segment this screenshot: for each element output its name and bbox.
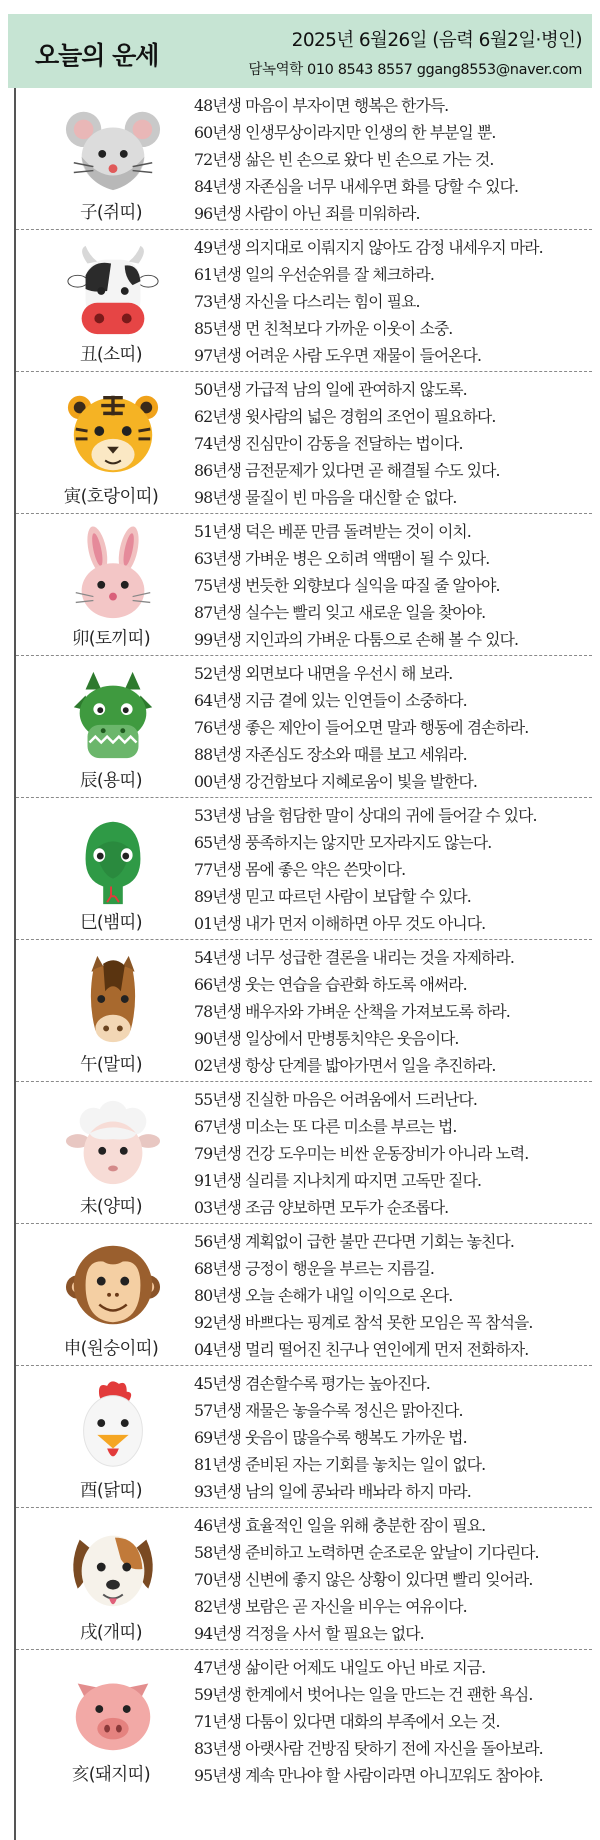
zodiac-row-ox [16, 230, 592, 372]
fortune-line: 74년생 진심만이 감동을 전달하는 법이다. [194, 434, 463, 453]
fortune-line: 98년생 물질이 빈 마음을 대신할 순 없다. [194, 488, 457, 507]
fortune-line: 86년생 금전문제가 있다면 곧 해결될 수도 있다. [194, 461, 500, 480]
rabbit-icon [64, 526, 162, 624]
header-banner [8, 14, 592, 88]
horse-icon [64, 952, 162, 1050]
zodiac-row-monkey [16, 1224, 592, 1366]
fortune-line: 58년생 준비하고 노력하면 순조로운 앞날이 기다린다. [194, 1543, 539, 1562]
header-date: 2025년 6월26일 (음력 6월2일·병인) [291, 30, 582, 51]
fortune-list [194, 660, 528, 795]
fortune-line: 59년생 한계에서 벗어나는 일을 만드는 건 괜한 욕심. [194, 1685, 533, 1704]
fortune-line: 52년생 외면보다 내면을 우선시 해 보라. [194, 664, 453, 683]
zodiac-label: 未(양띠) [80, 1197, 142, 1217]
fortune-line: 62년생 윗사람의 넓은 경험의 조언이 필요하다. [194, 407, 496, 426]
fortune-line: 95년생 계속 만나야 할 사람이라면 아니꼬워도 참아야. [194, 1766, 543, 1785]
zodiac-label: 寅(호랑이띠) [63, 487, 159, 507]
fortune-line: 61년생 일의 우선순위를 잘 체크하라. [194, 265, 434, 284]
fortune-list [194, 1370, 485, 1505]
fortune-line: 81년생 준비된 자는 기회를 놓치는 일이 없다. [194, 1455, 486, 1474]
fortune-line: 94년생 걱정을 사서 할 필요는 없다. [194, 1624, 424, 1643]
zodiac-row-tiger [16, 372, 592, 514]
monkey-icon [64, 1236, 162, 1334]
fortune-line: 50년생 가급적 남의 일에 관여하지 않도록. [194, 380, 467, 399]
zodiac-label: 巳(뱀띠) [80, 913, 142, 933]
zodiac-list [16, 88, 592, 1802]
fortune-list [194, 1654, 543, 1789]
fortune-line: 51년생 덕은 베푼 만큼 돌려받는 것이 이치. [194, 522, 471, 541]
fortune-list [194, 1228, 532, 1363]
fortune-line: 96년생 사람이 아닌 죄를 미워하라. [194, 204, 420, 223]
fortune-line: 53년생 남을 험담한 말이 상대의 귀에 들어갈 수 있다. [194, 806, 537, 825]
sheep-icon [64, 1094, 162, 1192]
fortune-line: 01년생 내가 먼저 이해하면 아무 것도 아니다. [194, 914, 486, 933]
fortune-line: 78년생 배우자와 가벼운 산책을 가져보도록 하라. [194, 1002, 510, 1021]
snake-icon [64, 810, 162, 908]
fortune-line: 63년생 가벼운 병은 오히려 액땜이 될 수 있다. [194, 549, 490, 568]
ox-icon [64, 242, 162, 340]
fortune-list [194, 234, 543, 369]
fortune-list [194, 1086, 528, 1221]
fortune-line: 85년생 먼 친척보다 가까운 이웃이 소중. [194, 319, 453, 338]
fortune-line: 77년생 몸에 좋은 약은 쓴맛이다. [194, 860, 406, 879]
fortune-line: 87년생 실수는 빨리 잊고 새로운 일을 찾아야. [194, 603, 486, 622]
fortune-line: 04년생 멀리 떨어진 친구나 연인에게 먼저 전화하자. [194, 1340, 529, 1359]
zodiac-row-sheep [16, 1082, 592, 1224]
fortune-line: 57년생 재물은 놓을수록 정신은 맑아진다. [194, 1401, 463, 1420]
fortune-list [194, 1512, 539, 1647]
zodiac-row-dog [16, 1508, 592, 1650]
zodiac-label: 辰(용띠) [80, 771, 142, 791]
fortune-list [194, 92, 518, 227]
zodiac-label: 戌(개띠) [80, 1623, 142, 1643]
fortune-line: 56년생 계획없이 급한 불만 끈다면 기회는 놓친다. [194, 1232, 514, 1251]
zodiac-label: 申(원숭이띠) [63, 1339, 159, 1359]
fortune-line: 70년생 신변에 좋지 않은 상황이 있다면 빨리 잊어라. [194, 1570, 533, 1589]
fortune-line: 72년생 삶은 빈 손으로 왔다 빈 손으로 가는 것. [194, 150, 494, 169]
fortune-list [194, 376, 500, 511]
zodiac-label: 酉(닭띠) [80, 1481, 142, 1501]
fortune-line: 93년생 남의 일에 콩놔라 배놔라 하지 마라. [194, 1482, 471, 1501]
fortune-line: 46년생 효율적인 일을 위해 충분한 잠이 필요. [194, 1516, 486, 1535]
fortune-line: 91년생 실리를 지나치게 따지면 고독만 짙다. [194, 1171, 482, 1190]
tiger-icon [64, 384, 162, 482]
zodiac-label: 卯(토끼띠) [71, 629, 151, 649]
fortune-line: 69년생 웃음이 많을수록 행복도 가까운 법. [194, 1428, 467, 1447]
rat-icon [64, 100, 162, 198]
fortune-line: 54년생 너무 성급한 결론을 내리는 것을 자제하라. [194, 948, 514, 967]
fortune-line: 64년생 지금 곁에 있는 인연들이 소중하다. [194, 691, 467, 710]
rooster-icon [64, 1378, 162, 1476]
fortune-line: 82년생 보람은 곧 자신을 비우는 여유이다. [194, 1597, 467, 1616]
page-title: 오늘의 운세 [35, 41, 159, 70]
fortune-line: 67년생 미소는 또 다른 미소를 부르는 법. [194, 1117, 457, 1136]
fortune-line: 89년생 믿고 따르던 사람이 보답할 수 있다. [194, 887, 471, 906]
fortune-list [194, 944, 514, 1079]
fortune-line: 79년생 건강 도우미는 비싼 운동장비가 아니라 노력. [194, 1144, 529, 1163]
fortune-line: 48년생 마음이 부자이면 행복은 한가득. [194, 96, 449, 115]
dragon-icon [64, 668, 162, 766]
fortune-line: 76년생 좋은 제안이 들어오면 말과 행동에 겸손하라. [194, 718, 529, 737]
zodiac-label: 亥(돼지띠) [71, 1765, 151, 1785]
fortune-line: 49년생 의지대로 이뤄지지 않아도 감정 내세우지 마라. [194, 238, 543, 257]
fortune-line: 55년생 진실한 마음은 어려움에서 드러난다. [194, 1090, 478, 1109]
fortune-list [194, 802, 537, 937]
fortune-line: 90년생 일상에서 만병통치약은 웃음이다. [194, 1029, 459, 1048]
zodiac-label: 丑(소띠) [80, 345, 142, 365]
fortune-line: 80년생 오늘 손해가 내일 이익으로 온다. [194, 1286, 453, 1305]
fortune-line: 66년생 웃는 연습을 습관화 하도록 애써라. [194, 975, 467, 994]
fortune-line: 00년생 강건함보다 지혜로움이 빛을 발한다. [194, 772, 478, 791]
fortune-line: 60년생 인생무상이라지만 인생의 한 부분일 뿐. [194, 123, 496, 142]
fortune-line: 73년생 자신을 다스리는 힘이 필요. [194, 292, 420, 311]
zodiac-label: 午(말띠) [80, 1055, 142, 1075]
zodiac-row-dragon [16, 656, 592, 798]
fortune-line: 71년생 다툼이 있다면 대화의 부족에서 오는 것. [194, 1712, 500, 1731]
fortune-line: 92년생 바쁘다는 핑계로 참석 못한 모임은 꼭 참석을. [194, 1313, 533, 1332]
fortune-list [194, 518, 518, 653]
fortune-line: 84년생 자존심을 너무 내세우면 화를 당할 수 있다. [194, 177, 519, 196]
fortune-line: 02년생 항상 단계를 밟아가면서 일을 추진하라. [194, 1056, 496, 1075]
zodiac-row-rabbit [16, 514, 592, 656]
fortune-line: 99년생 지인과의 가벼운 다툼으로 손해 볼 수 있다. [194, 630, 519, 649]
zodiac-row-snake [16, 798, 592, 940]
fortune-line: 75년생 번듯한 외향보다 실익을 따질 줄 알아야. [194, 576, 500, 595]
fortune-line: 03년생 조금 양보하면 모두가 순조롭다. [194, 1198, 449, 1217]
zodiac-row-rooster [16, 1366, 592, 1508]
fortune-line: 65년생 풍족하지는 않지만 모자라지도 않는다. [194, 833, 492, 852]
fortune-line: 68년생 긍정이 행운을 부르는 지름길. [194, 1259, 434, 1278]
fortune-line: 47년생 삶이란 어제도 내일도 아닌 바로 지금. [194, 1658, 486, 1677]
zodiac-row-pig [16, 1650, 592, 1802]
pig-icon [64, 1662, 162, 1760]
fortune-line: 97년생 어려운 사람 도우면 재물이 들어온다. [194, 346, 482, 365]
header-contact: 담녹역학 010 8543 8557 ggang8553@naver.com [248, 62, 582, 78]
fortune-line: 88년생 자존심도 장소와 때를 보고 세워라. [194, 745, 467, 764]
zodiac-row-rat [16, 88, 592, 230]
dog-icon [64, 1520, 162, 1618]
zodiac-row-horse [16, 940, 592, 1082]
fortune-line: 83년생 아랫사람 건방짐 탓하기 전에 자신을 돌아보라. [194, 1739, 543, 1758]
fortune-line: 45년생 겸손할수록 평가는 높아진다. [194, 1374, 430, 1393]
zodiac-label: 子(쥐띠) [80, 203, 142, 223]
